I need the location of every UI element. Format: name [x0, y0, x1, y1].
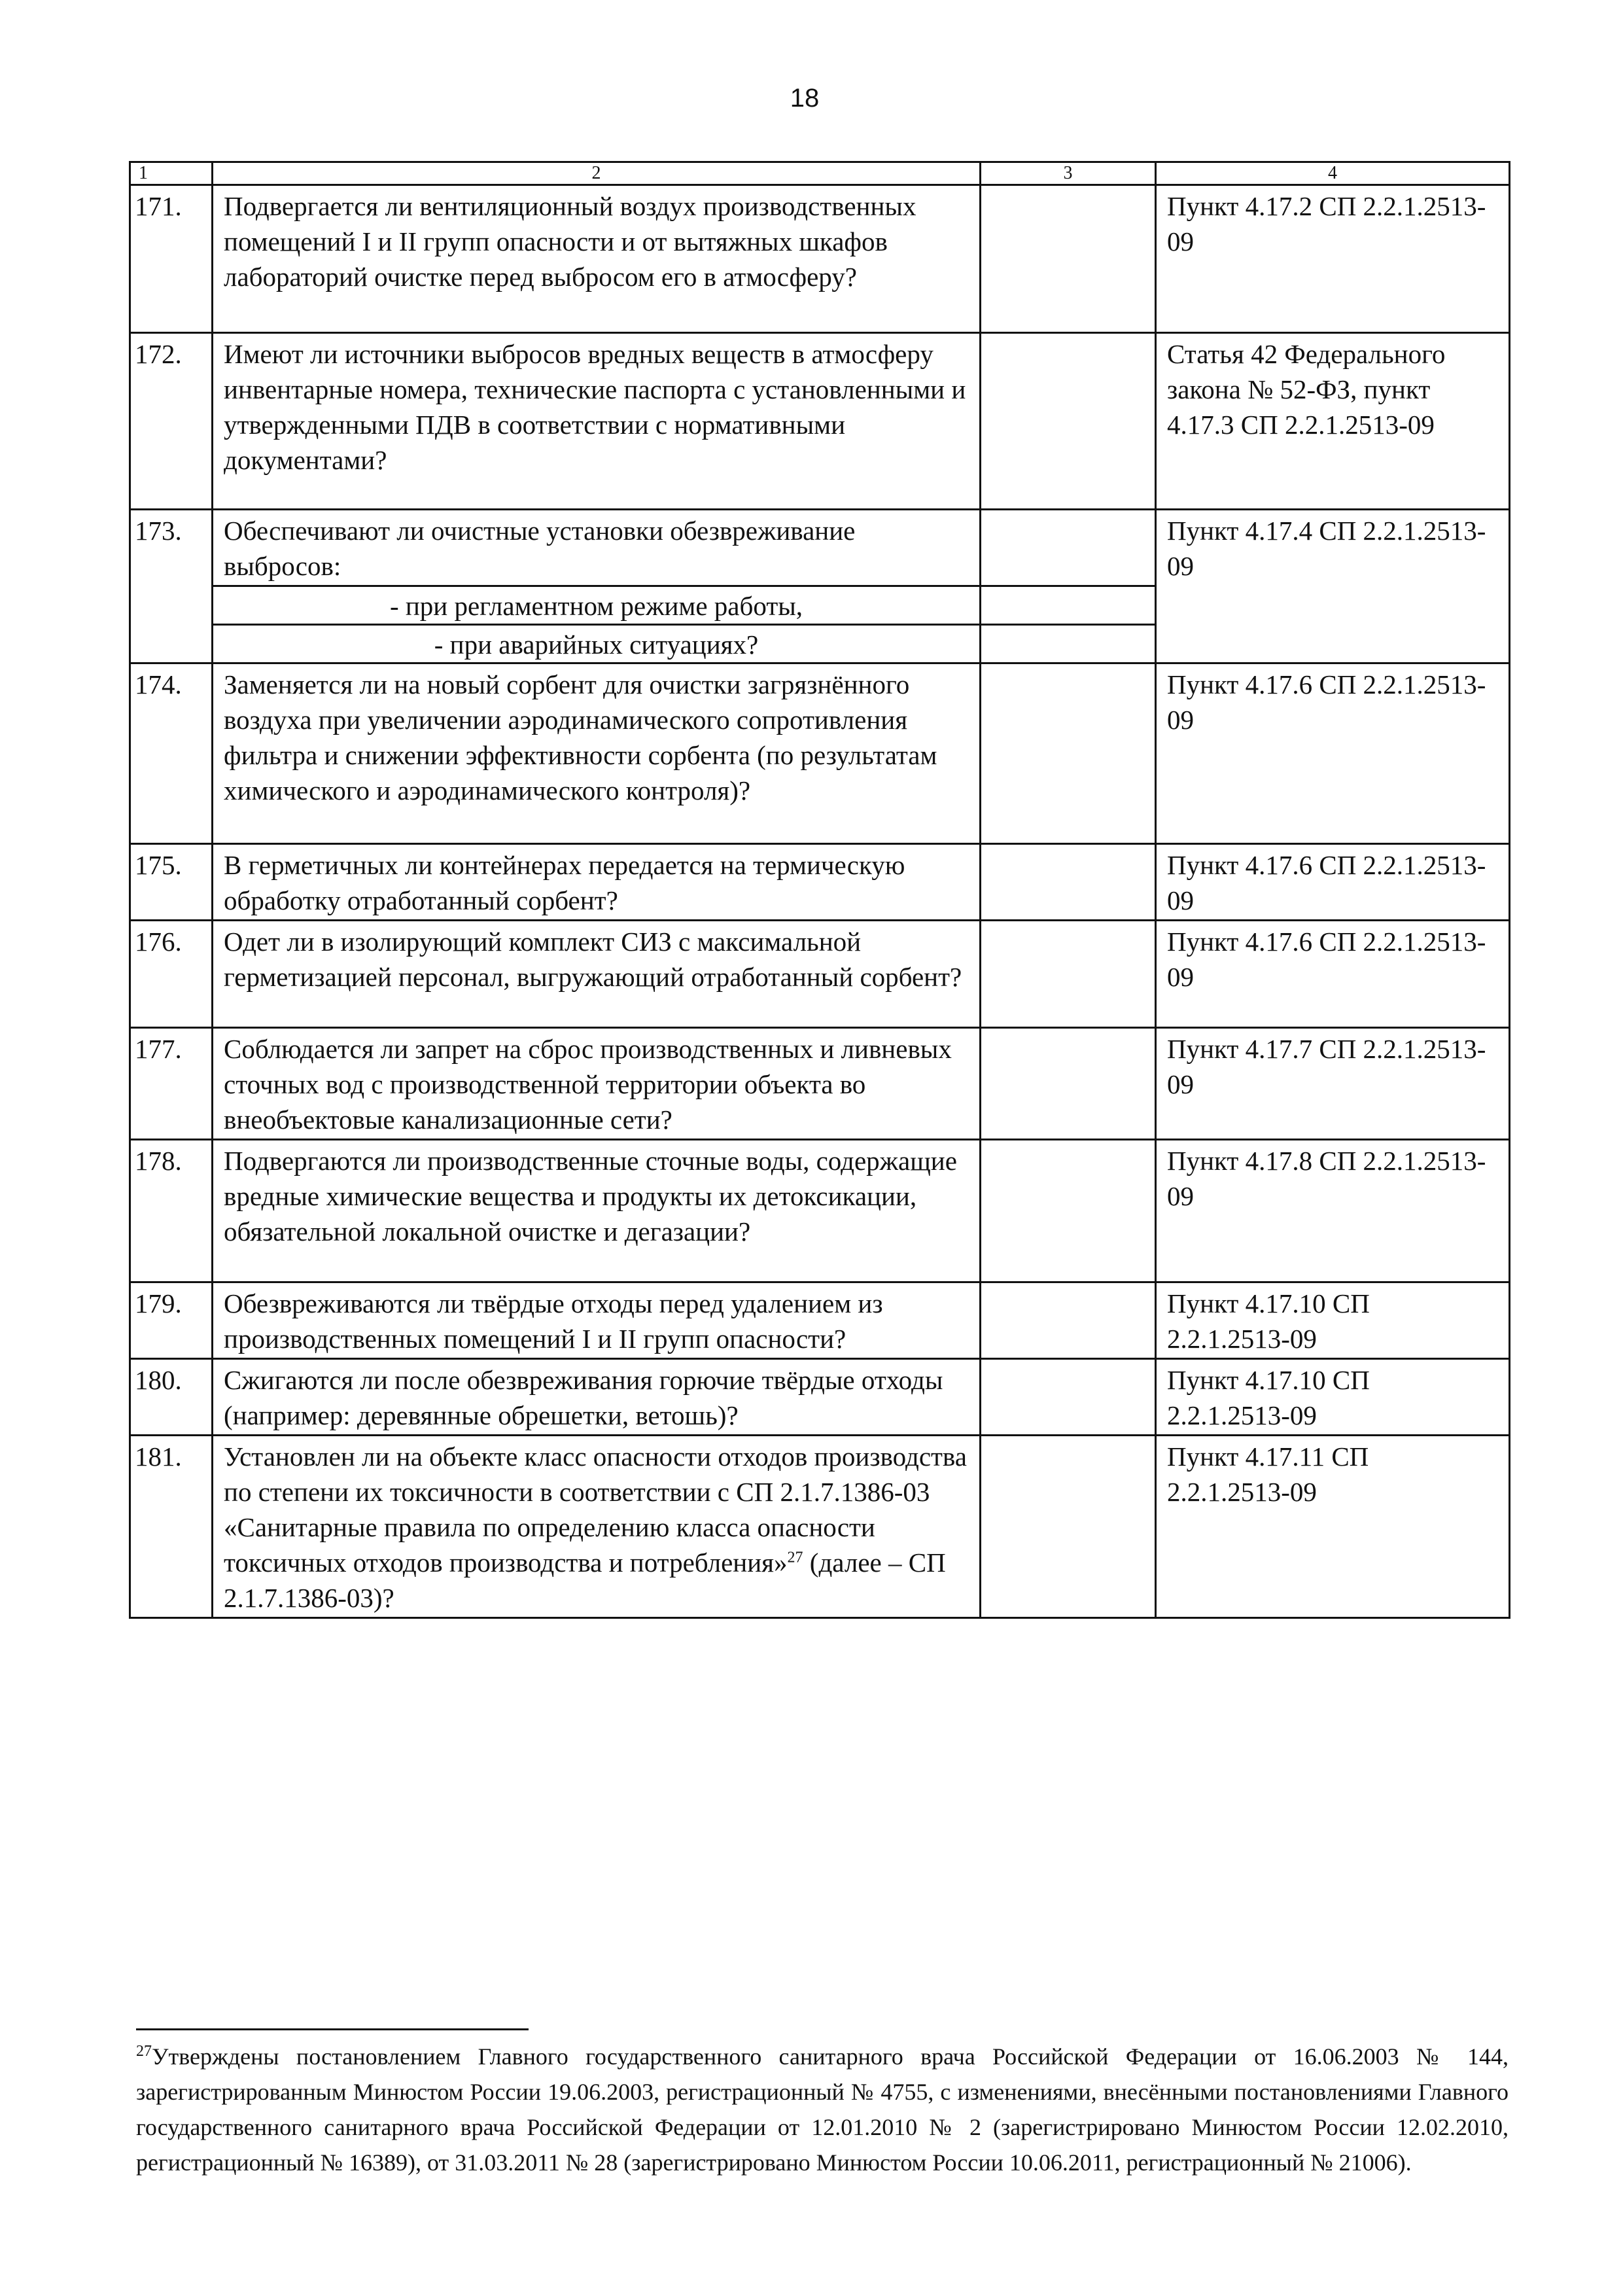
column-header-1: 1	[130, 162, 213, 185]
row-question: Обезвреживаются ли твёрдые отходы перед удалением из производственных помещений I и II групп опасности?	[213, 1282, 981, 1359]
checklist-table	[129, 161, 1510, 1619]
row-question: Обеспечивают ли очистные установки обезвреживание выбросов:	[213, 510, 981, 586]
row-number: 171.	[130, 185, 213, 333]
row-reference: Пункт 4.17.2 СП 2.2.1.2513-09	[1156, 185, 1510, 333]
row-question: Сжигаются ли после обезвреживания горючие твёрдые отходы (например: деревянные обрешетки, ветошь)?	[213, 1359, 981, 1436]
table-row	[130, 921, 1510, 1028]
table-row	[130, 510, 1510, 586]
row-answer-cell	[981, 1359, 1156, 1436]
row-number: 174.	[130, 663, 213, 844]
row-question: Имеют ли источники выбросов вредных веществ в атмосферу инвентарные номера, технические паспорта с установленными и утвержденными ПДВ в соответствии с нормативными документами?	[213, 333, 981, 510]
row-question: Одет ли в изолирующий комплект СИЗ с максимальной герметизацией персонал, выгружающий отработанный сорбент?	[213, 921, 981, 1028]
column-header-3: 3	[981, 162, 1156, 185]
row-number: 181.	[130, 1436, 213, 1618]
row-reference: Пункт 4.17.6 СП 2.2.1.2513-09	[1156, 921, 1510, 1028]
table-row	[130, 333, 1510, 510]
row-answer-cell	[981, 1140, 1156, 1282]
row-reference: Пункт 4.17.11 СП 2.2.1.2513-09	[1156, 1436, 1510, 1618]
row-answer-cell	[981, 586, 1156, 625]
table-row	[130, 1140, 1510, 1282]
row-number: 176.	[130, 921, 213, 1028]
page-number: 18	[790, 84, 820, 113]
row-reference: Пункт 4.17.6 СП 2.2.1.2513-09	[1156, 844, 1510, 921]
row-reference: Пункт 4.17.4 СП 2.2.1.2513-09	[1156, 510, 1510, 663]
table-row	[130, 1436, 1510, 1618]
footnote-reference: 27	[787, 1549, 803, 1566]
table-row	[130, 663, 1510, 844]
footnote-text: Утверждены постановлением Главного государственного санитарного врача Российской Федерации от 16.06.2003 № 144, зарегистрированным Минюстом России 19.06.2003, регистрационный № 4755, с изменениями, внесёнными постановлениями Главного государственного санитарного врача Российской Федерации от 12.01.2010 № 2 (зарегистрировано Минюстом России 12.02.2010, регистрационный № 16389), от 31.03.2011 № 28 (зарегистрировано Минюстом России 10.06.2011, регистрационный № 21006).	[136, 2043, 1509, 2176]
row-answer-cell	[981, 625, 1156, 663]
table-row	[130, 1028, 1510, 1140]
row-answer-cell	[981, 333, 1156, 510]
table-row	[130, 844, 1510, 921]
row-question: Подвергаются ли производственные сточные воды, содержащие вредные химические вещества и продукты их детоксикации, обязательной локальной очистке и дегазации?	[213, 1140, 981, 1282]
row-answer-cell	[981, 663, 1156, 844]
table-row	[130, 1282, 1510, 1359]
footnote	[136, 2039, 1509, 2180]
row-question: В герметичных ли контейнерах передается на термическую обработку отработанный сорбент?	[213, 844, 981, 921]
row-question-text-end: (далее – СП 2.1.7.1386-03)?	[224, 1547, 946, 1613]
column-header-2: 2	[213, 162, 981, 185]
row-subitem: - при аварийных ситуациях?	[213, 625, 981, 663]
row-question: Заменяется ли на новый сорбент для очистки загрязнённого воздуха при увеличении аэродинамического сопротивления фильтра и снижении эффективности сорбента (по результатам химического и аэродинамического контроля)?	[213, 663, 981, 844]
row-question-text: Установлен ли на объекте класс опасности отходов производства по степени их токсичности в соответствии с СП 2.1.7.1386-03 «Санитарные правила по определению класса опасности токсичных отходов производства и потребления»	[224, 1441, 967, 1578]
row-reference: Статья 42 Федерального закона № 52-ФЗ, пункт 4.17.3 СП 2.2.1.2513-09	[1156, 333, 1510, 510]
row-answer-cell	[981, 185, 1156, 333]
row-number: 178.	[130, 1140, 213, 1282]
column-header-4: 4	[1156, 162, 1510, 185]
footnote-marker: 27	[136, 2043, 152, 2060]
row-answer-cell	[981, 1028, 1156, 1140]
row-answer-cell	[981, 1436, 1156, 1618]
row-reference: Пункт 4.17.10 СП 2.2.1.2513-09	[1156, 1359, 1510, 1436]
row-question: Соблюдается ли запрет на сброс производственных и ливневых сточных вод с производственной территории объекта во внеобъектовые канализационные сети?	[213, 1028, 981, 1140]
row-answer-cell	[981, 844, 1156, 921]
table-row	[130, 185, 1510, 333]
row-number: 173.	[130, 510, 213, 663]
row-answer-cell	[981, 510, 1156, 586]
row-subitem: - при регламентном режиме работы,	[213, 586, 981, 625]
row-answer-cell	[981, 1282, 1156, 1359]
row-reference: Пункт 4.17.8 СП 2.2.1.2513-09	[1156, 1140, 1510, 1282]
row-reference: Пункт 4.17.7 СП 2.2.1.2513-09	[1156, 1028, 1510, 1140]
row-number: 179.	[130, 1282, 213, 1359]
table-header-row	[130, 162, 1510, 185]
row-number: 180.	[130, 1359, 213, 1436]
table-row	[130, 1359, 1510, 1436]
row-reference: Пункт 4.17.6 СП 2.2.1.2513-09	[1156, 663, 1510, 844]
row-question: Подвергается ли вентиляционный воздух производственных помещений I и II групп опасности и от вытяжных шкафов лабораторий очистке перед выбросом его в атмосферу?	[213, 185, 981, 333]
row-number: 172.	[130, 333, 213, 510]
row-number: 175.	[130, 844, 213, 921]
row-question	[213, 1436, 981, 1618]
row-answer-cell	[981, 921, 1156, 1028]
row-reference: Пункт 4.17.10 СП 2.2.1.2513-09	[1156, 1282, 1510, 1359]
row-number: 177.	[130, 1028, 213, 1140]
footnote-separator	[136, 2028, 529, 2030]
